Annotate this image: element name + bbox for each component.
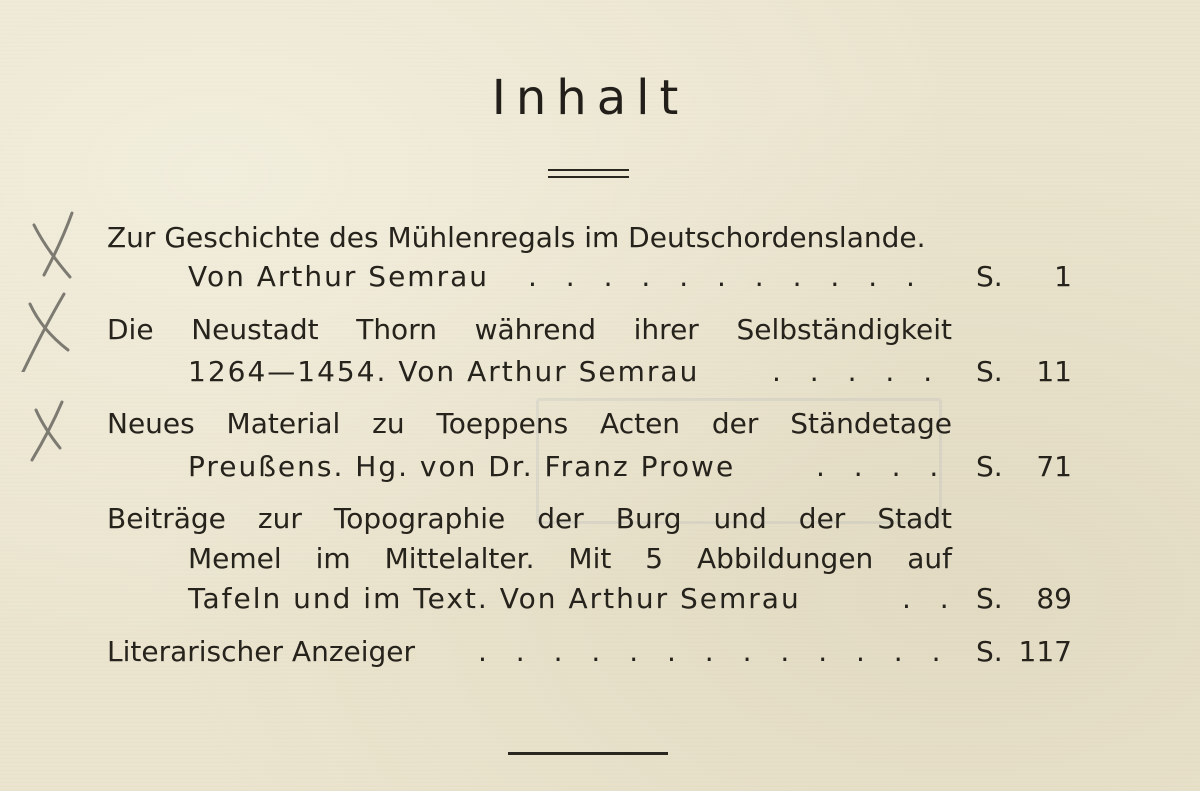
toc-entry-title-line: Die Neustadt Thorn während ihrer Selbständigkeit bbox=[107, 313, 952, 346]
toc-leader-dots: . . . . bbox=[816, 450, 949, 483]
toc-leader-dots: . . . . . . . . . . . bbox=[528, 260, 925, 293]
toc-page-prefix: S. bbox=[976, 635, 1003, 668]
bottom-rule bbox=[508, 752, 668, 755]
toc-page-prefix: S. bbox=[976, 260, 1003, 293]
toc-page-prefix: S. bbox=[976, 582, 1003, 615]
toc-entry-author-line: Preußens. Hg. von Dr. Franz Prowe bbox=[188, 450, 736, 483]
toc-entry-title-line: Literarischer Anzeiger bbox=[107, 635, 416, 668]
toc-leader-dots: . . . . . bbox=[772, 355, 943, 388]
toc-entry-title-line: Zur Geschichte des Mühlenregals im Deutschordenslande. bbox=[107, 221, 926, 254]
toc-page-number: 71 bbox=[1036, 450, 1072, 483]
title-rule-line-top bbox=[548, 169, 629, 171]
toc-leader-dots: . . . . . . . . . . . . . bbox=[478, 635, 951, 668]
toc-page-number: 89 bbox=[1036, 582, 1072, 615]
toc-entry-author-line: Tafeln und im Text. Von Arthur Semrau bbox=[188, 582, 801, 615]
toc-entry-title-line: Neues Material zu Toeppens Acten der Ständetage bbox=[107, 407, 952, 440]
toc-page-number: 1 bbox=[1054, 260, 1072, 293]
toc-page-prefix: S. bbox=[976, 355, 1003, 388]
toc-page-number: 11 bbox=[1036, 355, 1072, 388]
toc-entry-author-line: 1264—1454. Von Arthur Semrau bbox=[188, 355, 700, 388]
pencil-x-mark-icon bbox=[26, 400, 86, 480]
toc-page-number: 117 bbox=[1018, 635, 1072, 668]
toc-entry-author-line: Von Arthur Semrau bbox=[188, 260, 489, 293]
toc-leader-dots: . . bbox=[902, 582, 959, 615]
toc-page-prefix: S. bbox=[976, 450, 1003, 483]
toc-entry-title-line: Beiträge zur Topographie der Burg und der Stadt bbox=[107, 502, 952, 535]
title-rule-line-bottom bbox=[548, 176, 629, 178]
title-double-rule bbox=[548, 169, 629, 179]
pencil-x-mark-icon bbox=[14, 292, 74, 372]
toc-entry-title-line: Memel im Mittelalter. Mit 5 Abbildungen auf bbox=[188, 542, 952, 575]
pencil-x-mark-icon bbox=[26, 207, 86, 287]
page-title: Inhalt bbox=[491, 70, 689, 126]
